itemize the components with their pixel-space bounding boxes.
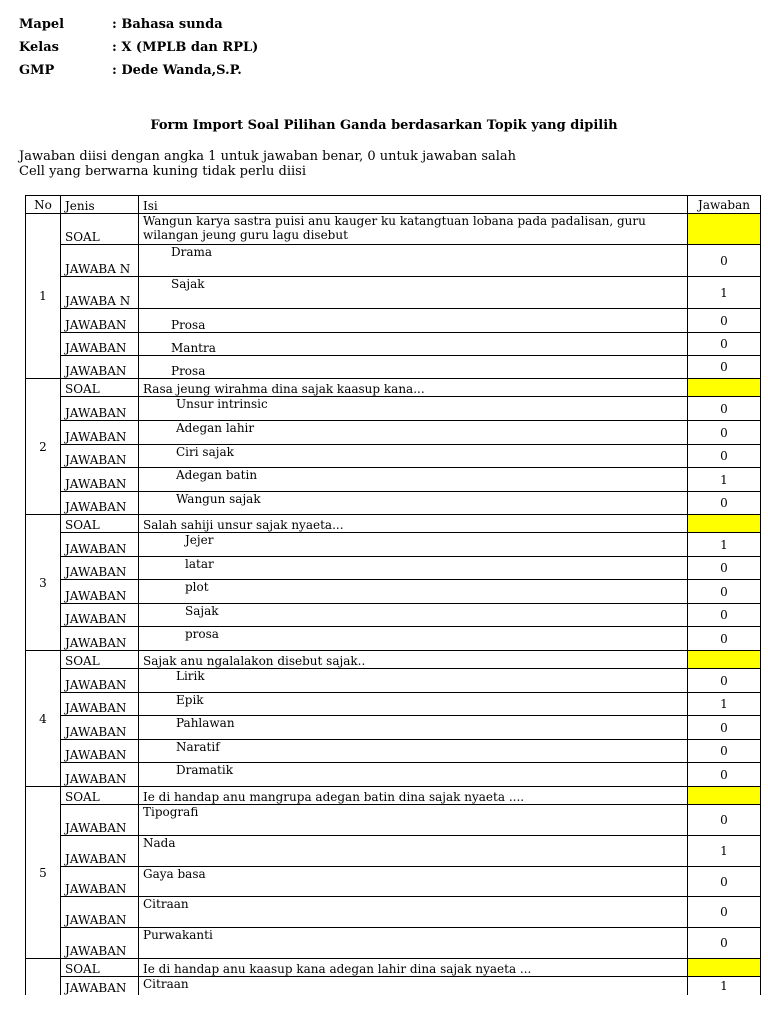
answer-text[interactable]: Prosa [139, 309, 688, 333]
row-type: SOAL [61, 787, 139, 805]
mapel-value: : Bahasa sunda [112, 17, 223, 32]
note-line-1: Jawaban diisi dengan angka 1 untuk jawaban benar, 0 untuk jawaban salah [19, 149, 517, 164]
answer-value[interactable]: 0 [688, 627, 761, 651]
row-type: JAWABAN [61, 580, 139, 604]
answer-cell-disabled [688, 959, 761, 977]
answer-text[interactable]: Prosa [139, 356, 688, 379]
table-row [26, 379, 761, 397]
table-row [26, 277, 761, 309]
table-row [26, 740, 761, 763]
answer-text[interactable]: Citraan [139, 897, 688, 928]
kelas-value: : X (MPLB dan RPL) [112, 40, 259, 55]
question-text[interactable]: Wangun karya sastra puisi anu kauger ku katangtuan lobana pada padalisan, guru wilangan jeung guru lagu disebut [139, 214, 688, 245]
page-title: Form Import Soal Pilihan Ganda berdasarkan Topik yang dipilih [150, 118, 618, 133]
row-type: JAWABAN [61, 867, 139, 897]
answer-value[interactable]: 0 [688, 763, 761, 787]
answer-value[interactable]: 0 [688, 928, 761, 959]
row-type: JAWABA N [61, 245, 139, 277]
answer-cell-disabled [688, 787, 761, 805]
table-row [26, 604, 761, 627]
answer-text[interactable]: Unsur intrinsic [139, 397, 688, 421]
answer-value[interactable]: 1 [688, 533, 761, 557]
answer-text[interactable]: Citraan [139, 977, 688, 995]
answer-value[interactable]: 1 [688, 468, 761, 492]
answer-value[interactable]: 0 [688, 604, 761, 627]
answer-value[interactable]: 0 [688, 805, 761, 836]
table-row [26, 787, 761, 805]
table-row [26, 492, 761, 515]
answer-text[interactable]: prosa [139, 627, 688, 651]
question-number: 2 [26, 379, 61, 515]
row-type: SOAL [61, 214, 139, 245]
header-no: No [26, 196, 61, 214]
row-type: JAWABAN [61, 533, 139, 557]
answer-value[interactable]: 0 [688, 445, 761, 468]
row-type: JAWABAN [61, 604, 139, 627]
question-number: 3 [26, 515, 61, 651]
answer-text[interactable]: Pahlawan [139, 716, 688, 740]
question-text[interactable]: Salah sahiji unsur sajak nyaeta... [139, 515, 688, 533]
answer-text[interactable]: Naratif [139, 740, 688, 763]
answer-text[interactable]: Sajak [139, 277, 688, 309]
question-number [26, 959, 61, 995]
answer-value[interactable]: 1 [688, 977, 761, 995]
row-type: JAWABAN [61, 557, 139, 580]
table-row [26, 977, 761, 995]
answer-text[interactable]: Ciri sajak [139, 445, 688, 468]
answer-value[interactable]: 0 [688, 897, 761, 928]
question-text[interactable]: Ie di handap anu kaasup kana adegan lahir dina sajak nyaeta ... [139, 959, 688, 977]
table-row [26, 333, 761, 356]
answer-cell-disabled [688, 214, 761, 245]
table-row [26, 959, 761, 977]
question-number: 5 [26, 787, 61, 959]
row-type: JAWABAN [61, 836, 139, 867]
answer-text[interactable]: Drama [139, 245, 688, 277]
gmp-value: : Dede Wanda,S.P. [112, 63, 242, 78]
table-row [26, 468, 761, 492]
answer-text[interactable]: Adegan batin [139, 468, 688, 492]
note-line-2: Cell yang berwarna kuning tidak perlu diisi [19, 164, 307, 179]
answer-text[interactable]: Lirik [139, 669, 688, 693]
question-text[interactable]: Sajak anu ngalalakon disebut sajak.. [139, 651, 688, 669]
answer-text[interactable]: plot [139, 580, 688, 604]
answer-value[interactable]: 0 [688, 580, 761, 604]
table-row [26, 693, 761, 716]
row-type: JAWABAN [61, 421, 139, 445]
row-type: JAWABAN [61, 693, 139, 716]
row-type: JAWABAN [61, 716, 139, 740]
table-row [26, 627, 761, 651]
gmp-label: GMP [19, 63, 55, 78]
row-type: JAWABAN [61, 928, 139, 959]
table-row [26, 421, 761, 445]
table-row [26, 716, 761, 740]
row-type: JAWABAN [61, 977, 139, 995]
answer-text[interactable]: Epik [139, 693, 688, 716]
table-row [26, 867, 761, 897]
answer-text[interactable]: Jejer [139, 533, 688, 557]
mapel-label: Mapel [19, 17, 65, 32]
answer-value[interactable]: 0 [688, 740, 761, 763]
row-type: JAWABAN [61, 492, 139, 515]
answer-text[interactable]: Nada [139, 836, 688, 867]
question-text[interactable]: Rasa jeung wirahma dina sajak kaasup kana... [139, 379, 688, 397]
row-type: JAWABA N [61, 277, 139, 309]
row-type: JAWABAN [61, 333, 139, 356]
answer-text[interactable]: Adegan lahir [139, 421, 688, 445]
row-type: JAWABAN [61, 763, 139, 787]
answer-cell-disabled [688, 379, 761, 397]
row-type: JAWABAN [61, 356, 139, 379]
answer-value[interactable]: 0 [688, 309, 761, 333]
answer-value[interactable]: 0 [688, 333, 761, 356]
answer-value[interactable]: 0 [688, 716, 761, 740]
row-type: JAWABAN [61, 669, 139, 693]
row-type: JAWABAN [61, 805, 139, 836]
question-text[interactable]: Ie di handap anu mangrupa adegan batin dina sajak nyaeta .... [139, 787, 688, 805]
table-row [26, 651, 761, 669]
table-row [26, 669, 761, 693]
table-row [26, 580, 761, 604]
answer-value[interactable]: 0 [688, 557, 761, 580]
row-type: SOAL [61, 515, 139, 533]
answer-text[interactable]: Tipografi [139, 805, 688, 836]
answer-value[interactable]: 1 [688, 836, 761, 867]
table-row [26, 214, 761, 245]
table-row [26, 805, 761, 836]
answer-value[interactable]: 0 [688, 397, 761, 421]
table-row [26, 356, 761, 379]
answer-value[interactable]: 0 [688, 245, 761, 277]
answer-text[interactable]: Wangun sajak [139, 492, 688, 515]
answer-text[interactable]: latar [139, 557, 688, 580]
table-row [26, 533, 761, 557]
answer-text[interactable]: Dramatik [139, 763, 688, 787]
answer-cell-disabled [688, 515, 761, 533]
table-row [26, 836, 761, 867]
table-row [26, 763, 761, 787]
table-row [26, 445, 761, 468]
row-type: JAWABAN [61, 627, 139, 651]
answer-value[interactable]: 0 [688, 867, 761, 897]
answer-value[interactable]: 0 [688, 356, 761, 379]
table-row [26, 897, 761, 928]
answer-value[interactable]: 0 [688, 421, 761, 445]
table-header-row [26, 196, 761, 214]
kelas-label: Kelas [19, 40, 59, 55]
row-type: SOAL [61, 651, 139, 669]
table-row [26, 397, 761, 421]
row-type: JAWABAN [61, 468, 139, 492]
answer-cell-disabled [688, 651, 761, 669]
answer-text[interactable]: Sajak [139, 604, 688, 627]
row-type: JAWABAN [61, 897, 139, 928]
table-row [26, 309, 761, 333]
table-row [26, 515, 761, 533]
table-row [26, 557, 761, 580]
answer-value[interactable]: 0 [688, 492, 761, 515]
table-row [26, 928, 761, 959]
row-type: SOAL [61, 959, 139, 977]
answer-value[interactable]: 1 [688, 693, 761, 716]
row-type: SOAL [61, 379, 139, 397]
header-isi: Isi [139, 196, 688, 214]
answer-text[interactable]: Purwakanti [139, 928, 688, 959]
question-number: 4 [26, 651, 61, 787]
answer-text[interactable]: Mantra [139, 333, 688, 356]
row-type: JAWABAN [61, 309, 139, 333]
question-number: 1 [26, 214, 61, 379]
answer-value[interactable]: 0 [688, 669, 761, 693]
row-type: JAWABAN [61, 397, 139, 421]
answer-value[interactable]: 1 [688, 277, 761, 309]
header-jawaban: Jawaban [688, 196, 761, 214]
table-row [26, 245, 761, 277]
question-table [25, 195, 761, 995]
answer-text[interactable]: Gaya basa [139, 867, 688, 897]
row-type: JAWABAN [61, 445, 139, 468]
row-type: JAWABAN [61, 740, 139, 763]
header-jenis: Jenis [61, 196, 139, 214]
